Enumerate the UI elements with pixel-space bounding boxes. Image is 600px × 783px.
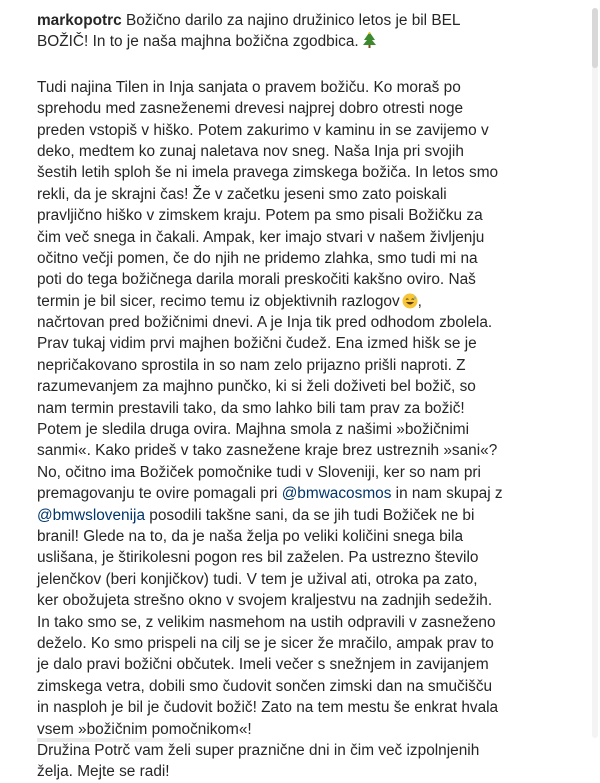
paragraph-gap <box>37 53 580 77</box>
line-text: deželo. Ko smo prispeli na cilj se je sicer že mračilo, ampak prav to <box>37 634 494 652</box>
line-text: Potem je sledila druga ovira. Majhna smola z našimi »božičnimi <box>37 421 469 439</box>
line-text: preden vstopiš v hiško. Potem zakurimo v kaminu in se zavijemo v <box>37 121 489 139</box>
caption-line <box>37 590 580 611</box>
line-text: očitno večji pomen, če do njih ne pridemo zlahka, smo tudi mi na <box>37 249 478 267</box>
caption-line <box>37 676 580 697</box>
caption-line <box>37 162 580 183</box>
caption-line <box>37 569 580 590</box>
caption-line <box>37 419 580 440</box>
caption-line <box>37 398 580 419</box>
line-text: premagovanju te ovire pomagali pri <box>37 485 282 503</box>
caption-body-part-1 <box>37 77 580 483</box>
caption-body-part-2 <box>37 526 580 783</box>
caption-line <box>37 355 580 376</box>
line-text: Prav tukaj vidim prvi majhen božični čudež. Ena izmed hišk se je <box>37 335 477 353</box>
line-text: No, očitno ima Božiček pomočnike tudi v Sloveniji, ker so nam pri <box>37 463 481 481</box>
line-text: In tako smo se, z velikim nasmehom na ustih odpravili v zasneženo <box>37 613 496 631</box>
line-text: uslišana, je štirikolesni pogon res bil zaželen. Pa ustrezno število <box>37 549 479 567</box>
caption-first-line-text: Božično darilo za najino družinico letos je bil BEL <box>125 12 461 29</box>
caption-line <box>37 612 580 633</box>
caption-line <box>37 120 580 141</box>
line-text: ker obožujeta strešno okno v svojem kraljestvu na zadnjih sedežih. <box>37 592 493 610</box>
line-text: nam termin prestavili tako, da smo lahko bili tam prav za božič! <box>37 399 465 417</box>
caption-line <box>37 526 580 547</box>
caption-line <box>37 697 580 718</box>
caption-line <box>37 248 580 269</box>
line-text: termin je bil sicer, recimo temu iz objektivnih razlogov <box>37 292 400 310</box>
caption-line-mention-2 <box>37 505 580 526</box>
scrollbar-thumb[interactable] <box>592 8 598 68</box>
line-text: pravljično hiško v zimskem kraju. Potem pa smo pisali Božičku za <box>37 207 483 225</box>
caption-line <box>37 333 580 354</box>
line-text: rekli, da je skrajni čas! Že v začetku jeseni smo zato poiskali <box>37 185 447 203</box>
line-text: razumevanjem za majhno punčko, ki si želi doživeti bel božič, so <box>37 378 476 396</box>
bottom-divider <box>37 738 237 742</box>
line-text: želja. Mejte se radi! <box>37 763 170 781</box>
caption-line <box>37 291 580 312</box>
line-text: sanmi«. Kako prideš v tako zasnežene kraje brez ustreznih »sani«? <box>37 442 498 460</box>
caption-line <box>37 184 580 205</box>
caption-line <box>37 761 580 782</box>
caption-second-line-text: BOŽIČ! In to je naša majhna božična zgodbica. <box>37 33 359 51</box>
line-text: zimskega vetra, dobili smo čudovit sončen zimski dan na smučišču <box>37 677 493 695</box>
caption-line <box>37 269 580 290</box>
caption-line-mention-1 <box>37 483 580 504</box>
caption-line <box>37 719 580 740</box>
line-text: Tudi najina Tilen in Inja sanjata o pravem božiču. Ko moraš po <box>37 78 461 96</box>
line-text: jelenčkov (beri konjičkov) tudi. V tem je užival ati, otroka pa zato, <box>37 570 478 588</box>
line-text: poti do tega božičnega darila morali preskočiti kakšno oviro. Naš <box>37 271 476 289</box>
line-text: deko, medtem ko zunaj naletava nov sneg. Naša Inja pri svojih <box>37 142 464 160</box>
caption-line <box>37 654 580 675</box>
caption-line <box>37 312 580 333</box>
caption-line <box>37 376 580 397</box>
caption-line <box>37 141 580 162</box>
caption-line-2 <box>37 31 580 52</box>
caption-line <box>37 77 580 98</box>
line-text: Družina Potrč vam želi super praznične dni in čim več izpolnjenih <box>37 741 480 759</box>
line-text: in nam skupaj z <box>391 485 503 503</box>
caption-line <box>37 227 580 248</box>
mention-bmwslovenija[interactable]: @bmwslovenija <box>37 506 146 524</box>
caption-line <box>37 205 580 226</box>
line-text: branil! Glede na to, da je naša želja po veliki količini snega bila <box>37 527 464 545</box>
line-text: šestih letih sploh še ni imela pravega zimskega božiča. In letos smo <box>37 164 499 182</box>
caption-line <box>37 440 580 461</box>
punctuation: , <box>417 292 422 310</box>
caption-line <box>37 98 580 119</box>
line-text: načrtovan pred božičnimi dnevi. A je Inja tik pred odhodom zbolela. <box>37 314 493 332</box>
caption-line <box>37 547 580 568</box>
mention-bmwacosmos[interactable]: @bmwacosmos <box>281 485 392 503</box>
line-text: vsem »božičnim pomočnikom«! <box>37 720 252 738</box>
caption-line-1 <box>37 10 580 31</box>
sweat-smile-emoji-icon <box>402 293 418 309</box>
caption-line <box>37 633 580 654</box>
caption-line <box>37 740 580 761</box>
post-caption <box>37 10 580 783</box>
line-text: in nasploh je bil je čudovit božič! Zato na tem mestu še enkrat hvala <box>37 699 499 717</box>
scrollbar-track[interactable] <box>592 8 598 738</box>
line-text: posodili takšne sani, da se jih tudi Božiček ne bi <box>145 506 475 524</box>
line-text: čim več snega in čakali. Ampak, ker imajo stvari v našem življenju <box>37 228 485 246</box>
christmas-tree-icon <box>363 32 376 48</box>
line-text: nepričakovano sprostila in so nam zelo prijazno prišli naproti. Z <box>37 356 466 374</box>
line-text: je dalo pravi božični občutek. Imeli večer s snežnjem in zavijanjem <box>37 656 489 674</box>
username-link[interactable]: markopotrc <box>37 12 122 29</box>
caption-line <box>37 462 580 483</box>
line-text: sprehodu med zasneženemi drevesi najprej dobro otresti noge <box>37 100 464 118</box>
